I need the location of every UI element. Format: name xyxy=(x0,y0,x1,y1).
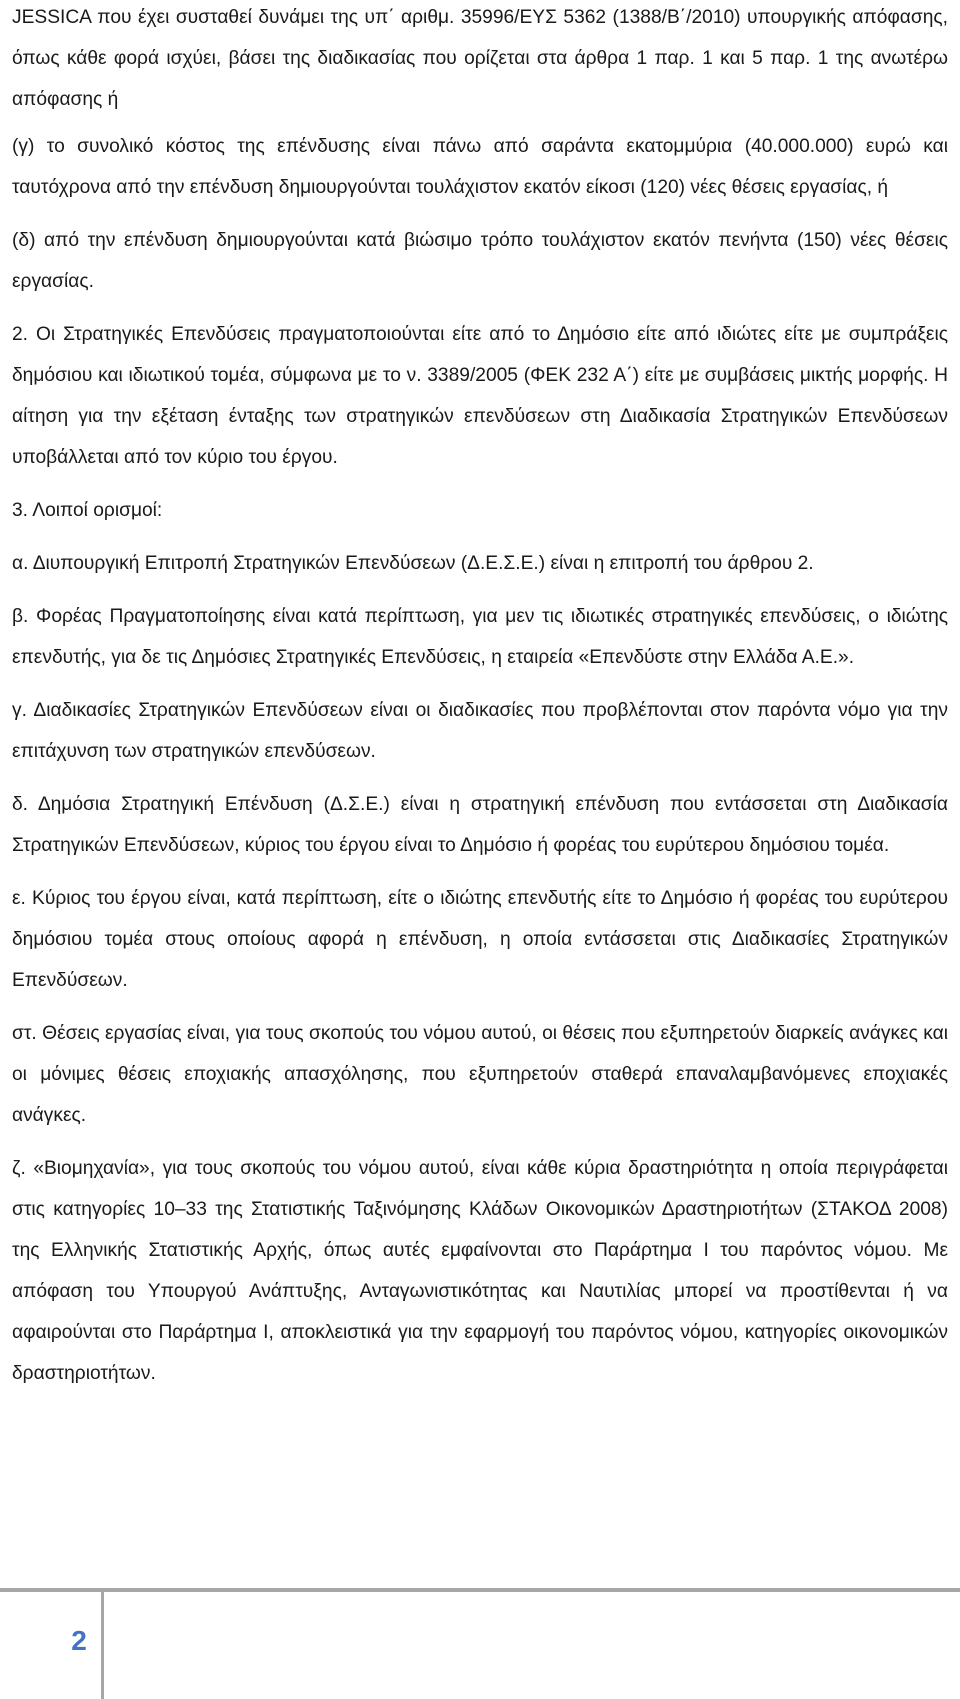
definition-zeta: ζ. «Βιομηχανία», για τους σκοπούς του νόμου αυτού, είναι κάθε κύρια δραστηριότητα η οποία περιγράφεται στις κατηγορίες 10–33 της Στατιστικής Ταξινόμησης Κλάδων Οικονομικών Δραστηριοτήτων (ΣΤΑΚΟΔ 2008) της Ελληνικής Στατιστικής Αρχής, όπως αυτές εμφαίνονται στο Παράρτημα Ι του παρόντος νόμου. Με απόφαση του Υπουργού Ανάπτυξης, Ανταγωνιστικότητας και Ναυτιλίας μπορεί να προστίθενται ή να αφαιρούνται στο Παράρτημα Ι, αποκλειστικά για την εφαρμογή του παρόντος νόμου, κατηγορίες οικονομικών δραστηριοτήτων. xyxy=(12,1158,948,1384)
definition-beta: β. Φορέας Πραγματοποίησης είναι κατά περίπτωση, για μεν τις ιδιωτικές στρατηγικές επενδύσεις, ο ιδιώτης επενδυτής, για δε τις Δημόσιες Στρατηγικές Επενδύσεις, η εταιρεία «Επενδύστε στην Ελλάδα Α.Ε.». xyxy=(12,606,948,668)
paragraph-other-definitions: 3. Λοιποί ορισμοί: xyxy=(12,500,163,521)
definition-stigma: στ. Θέσεις εργασίας είναι, για τους σκοπούς του νόμου αυτού, οι θέσεις που εξυπηρετούν διαρκείς ανάγκες και οι μόνιμες θέσεις εποχιακής απασχόλησης, που εξυπηρετούν σταθερά επαναλαμβανόμενες εποχιακές ανάγκες. xyxy=(12,1023,948,1126)
footer-vertical-divider xyxy=(101,1592,104,1699)
page-number: 2 xyxy=(71,1625,87,1656)
document-page xyxy=(12,0,948,1406)
definition-gamma: γ. Διαδικασίες Στρατηγικών Επενδύσεων είναι οι διαδικασίες που προβλέπονται στον παρόντα νόμο για την επιτάχυνση των στρατηγικών επενδύσεων. xyxy=(12,700,948,762)
footer-divider xyxy=(0,1588,960,1592)
paragraph-article-2: 2. Οι Στρατηγικές Επενδύσεις πραγματοποιούνται είτε από το Δημόσιο είτε από ιδιώτες είτε με συμπράξεις δημόσιου και ιδιωτικού τομέα, σύμφωνα με το ν. 3389/2005 (ΦΕΚ 232 Α΄) είτε με συμβάσεις μικτής μορφής. Η αίτηση για την εξέταση ένταξης των στρατηγικών επενδύσεων στη Διαδικασία Στρατηγικών Επενδύσεων υποβάλλεται από τον κύριο του έργου. xyxy=(12,324,948,468)
definition-epsilon: ε. Κύριος του έργου είναι, κατά περίπτωση, είτε ο ιδιώτης επενδυτής είτε το Δημόσιο ή φορέας του ευρύτερου δημόσιου τομέα στους οποίους αφορά η επένδυση, η οποία εντάσσεται στις Διαδικασίες Στρατηγικών Επενδύσεων. xyxy=(12,888,948,991)
paragraph-gamma: (γ) το συνολικό κόστος της επένδυσης είναι πάνω από σαράντα εκατομμύρια (40.000.000) ευρώ και ταυτόχρονα από την επένδυση δημιουργούνται τουλάχιστον εκατόν είκοσι (120) νέες θέσεις εργασίας, ή xyxy=(12,136,948,198)
paragraph-delta: (δ) από την επένδυση δημιουργούνται κατά βιώσιμο τρόπο τουλάχιστον εκατόν πενήντα (150) νέες θέσεις εργασίας. xyxy=(12,230,948,292)
definition-delta: δ. Δημόσια Στρατηγική Επένδυση (Δ.Σ.Ε.) είναι η στρατηγική επένδυση που εντάσσεται στη Διαδικασία Στρατηγικών Επενδύσεων, κύριος του έργου είναι το Δημόσιο ή φορέας του ευρύτερου δημόσιου τομέα. xyxy=(12,794,948,856)
definition-alpha: α. Διυπουργική Επιτροπή Στρατηγικών Επενδύσεων (Δ.Ε.Σ.Ε.) είναι η επιτροπή του άρθρου 2. xyxy=(12,553,814,574)
paragraph-jessica: JESSICA που έχει συσταθεί δυνάμει της υπ΄ αριθμ. 35996/ΕΥΣ 5362 (1388/Β΄/2010) υπουργικής απόφασης, όπως κάθε φορά ισχύει, βάσει της διαδικασίας που ορίζεται στα άρθρα 1 παρ. 1 και 5 παρ. 1 της ανωτέρω απόφασης ή xyxy=(12,7,948,110)
